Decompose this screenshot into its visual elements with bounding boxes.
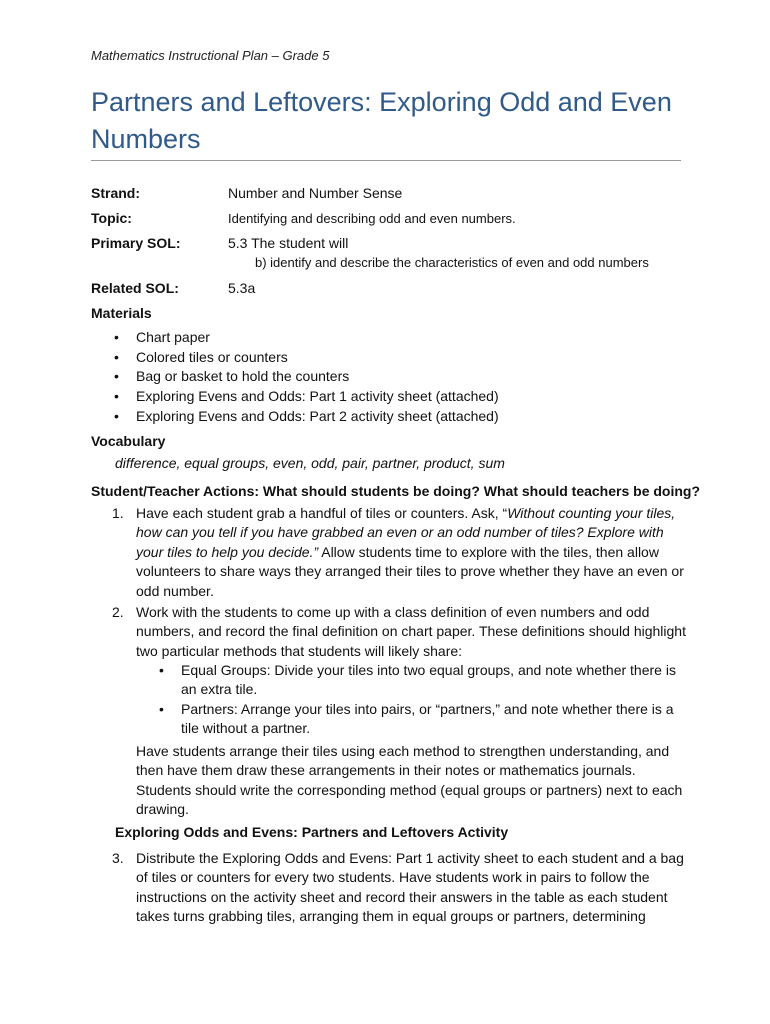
related-sol-value: 5.3a <box>228 280 256 296</box>
method-bullet: • Partners: Arrange your tiles into pairs, or “partners,” and note whether there is a tile without a partner. <box>91 700 691 739</box>
step-3 <box>91 849 691 927</box>
activity-heading: Exploring Odds and Evens: Partners and Leftovers Activity <box>115 824 509 840</box>
primary-sol-label: Primary SOL: <box>91 235 181 251</box>
step-2 <box>91 603 691 661</box>
materials-item: • Exploring Evens and Odds: Part 1 activity sheet (attached) <box>91 387 499 407</box>
step-2-followup: Have students arrange their tiles using each method to strengthen understanding, and then have them draw these arrangements in their notes or mathematics journals. Students should write the corresponding method (equal groups or partners) next to each drawing. <box>136 743 683 818</box>
materials-item: • Bag or basket to hold the counters <box>91 367 499 387</box>
vocabulary-heading: Vocabulary <box>91 433 166 449</box>
materials-heading: Materials <box>91 305 152 321</box>
strand-label: Strand: <box>91 185 140 201</box>
materials-item: • Exploring Evens and Odds: Part 2 activity sheet (attached) <box>91 407 499 427</box>
step-number: 1. <box>112 505 124 521</box>
document-header: Mathematics Instructional Plan – Grade 5 <box>91 48 330 63</box>
document-title: Partners and Leftovers: Exploring Odd and Even Numbers <box>91 87 672 154</box>
step-3-text: Distribute the Exploring Odds and Evens: Part 1 activity sheet to each student and a bag of tiles or counters for every two students. Have students work in pairs to follow the instructions on the activity sheet and record their answers in the table as each student takes turns grabbing tiles, arranging them in equal groups or partners, determining <box>136 850 684 925</box>
method-bullet: • Equal Groups: Divide your tiles into two equal groups, and note whether there is an extra tile. <box>91 661 691 700</box>
step-number: 3. <box>112 850 124 866</box>
related-sol-label: Related SOL: <box>91 280 179 296</box>
topic-label: Topic: <box>91 210 132 226</box>
topic-value: Identifying and describing odd and even numbers. <box>228 211 516 226</box>
step-1-question: Without counting your tiles, how can you tell if you have grabbed an even or an odd number of tiles? Explore with your tiles to help you decide.” <box>136 505 676 560</box>
title-divider <box>91 160 681 161</box>
step-number: 2. <box>112 604 124 620</box>
materials-item: • Colored tiles or counters <box>91 348 499 368</box>
step-1 <box>91 504 691 601</box>
actions-heading: Student/Teacher Actions: What should students be doing? What should teachers be doing? <box>91 483 701 499</box>
materials-list <box>91 328 499 426</box>
primary-sol-value: 5.3 The student will <box>228 235 349 251</box>
primary-sol-subitem: b) identify and describe the characteristics of even and odd numbers <box>255 255 649 270</box>
method-partners: Partners: Arrange your tiles into pairs, or “partners,” and note whether there is a tile without a partner. <box>181 701 674 737</box>
strand-value: Number and Number Sense <box>228 185 403 201</box>
materials-item: • Chart paper <box>91 328 499 348</box>
step-2-text: Work with the students to come up with a class definition of even numbers and odd numbers, and record the final definition on chart paper. These definitions should highlight two particular methods that students will likely share: <box>136 604 686 659</box>
method-equal-groups: Equal Groups: Divide your tiles into two equal groups, and note whether there is an extra tile. <box>181 662 676 698</box>
vocabulary-terms: difference, equal groups, even, odd, pair, partner, product, sum <box>115 455 505 471</box>
step-1-text: Have each student grab a handful of tiles or counters. Ask, “Without counting your tiles, how can you tell if you have grabbed an even or an odd number of tiles? Explore with your tiles to help you decide.” Allow students time to explore with the tiles, then allow volunteers to share ways they arranged their tiles to prove whether they have an even or odd number. <box>136 505 684 599</box>
